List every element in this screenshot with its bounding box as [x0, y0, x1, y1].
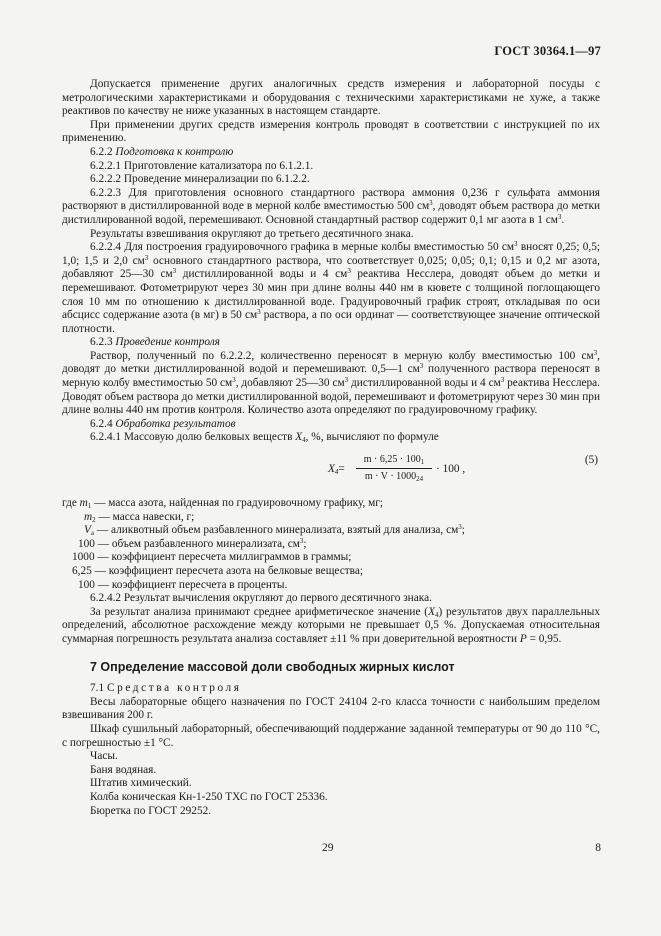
legend-item: 1000 — коэффициент пересчета миллиграммов в граммы; [72, 551, 352, 564]
clause: 6.2.2.4 Для построения градуировочного графика в мерные колбы вместимостью 50 $см^3$ вносят 0,25; 0,5; 1,0; 1,5 и 2,0 $см^3$ основного стандартного раствора, что соответствует 0,025; 0,05; 0,1; 0,15 и 0,2 мг азота, добавляют 25—30 $см^3$ дистиллированной воды и 4 $см^3$ реактива Несслера, доводят объем до метки и перемешивают. Фотометрируют через 30 мин при длине волны 440 нм в кювете с толщиной поглощающего слоя 10 мм по отношению к дистиллированной воде. Градуировочный график строят, откладывая по оси абсцисс содержание азота (в мг) в 50 $см^3$ раствора, а по оси ординат — соответствующее значение оптической плотности. [62, 240, 600, 335]
formula-fraction [356, 453, 432, 483]
equipment-item: Штатив химический. [90, 777, 192, 790]
equipment-item: Баня водяная. [90, 763, 157, 776]
legend-item: где $m_1$ — масса азота, найденная по градуировочному графику, мг; [62, 497, 384, 511]
equipment-item: Весы лабораторные общего назначения по ГОСТ 24104 2-го класса точности с наибольшим пределом взвешивания 200 г. [62, 695, 600, 722]
paragraph: При применении других средств измерения контроль проводят в соответствии с инструкцией по их применению. [62, 118, 600, 145]
formula-legend [62, 497, 600, 592]
formula-denominator: $m \cdot V \cdot 1000_{24}$ [364, 470, 424, 483]
sheet-number: 8 [595, 842, 601, 854]
clause: 6.2.4.1 Массовую долю белковых веществ $X_4$, %, вычисляют по формуле [90, 431, 439, 445]
subsection-heading: 6.2.4 Обработка результатов [90, 417, 236, 430]
legend-item: $V_а$ — аликвотный объем разбавленного минерализата, взятый для анализа, $см^3$; [84, 523, 465, 538]
subsection-heading: 7.1 Средства контроля [90, 682, 242, 695]
document-body [62, 78, 600, 818]
paragraph: Результаты взвешивания округляют до третьего десятичного знака. [90, 227, 414, 240]
clause: 6.2.2.3 Для приготовления основного стандартного раствора аммония 0,236 г сульфата аммония растворяют в дистиллированной воде в мерной колбе вместимостью 500 $см^3$, доводят объем раствора до метки дистиллированной водой, перемешивают. Основной стандартный раствор содержит 0,1 мг азота в 1 $см^3$. [62, 186, 600, 226]
page-number: 29 [322, 842, 334, 854]
legend-item: $m_2$ — масса навески, г; [84, 510, 195, 524]
subsection-heading: 6.2.3 Проведение контроля [90, 336, 220, 349]
formula-lhs: $X_4=$ [328, 463, 345, 477]
paragraph: Раствор, полученный по 6.2.2.2, количественно переносят в мерную колбу вместимостью 100 $см^3$, доводят до метки дистиллированной водой и перемешивают. 0,5—1 $см^3$ полученного раствора переносят в мерную колбу вместимостью 50 $см^3$, добавляют 25—30 $см^3$ дистиллированной воды и 4 $см^3$ реактива Несслера. Доводят объем раствора до метки дистиллированной водой, перемешивают и фотометрируют через 30 мин при длине волны 440 нм против контроля. Количество азота определяют по градуировочному графику. [62, 348, 600, 417]
equipment-item: Колба коническая Кн-1-250 ТХС по ГОСТ 25336. [90, 790, 328, 803]
paragraph: За результат анализа принимают среднее арифметическое значение $(X_4)$ результатов двух параллельных определений, абсолютное расхождение между которыми не превышает 0,5 %. Допускаемая относительная суммарная погрешность результата анализа составляет ±11 % при доверительной вероятности P = 0,95. [62, 605, 600, 645]
legend-item: 100 — коэффициент пересчета в проценты. [78, 578, 288, 591]
equipment-item: Шкаф сушильный лабораторный, обеспечивающий поддержание заданной температуры от 90 до 110 °С, с погрешностью ±1 °С. [62, 722, 600, 749]
document-id-header: ГОСТ 30364.1—97 [494, 44, 601, 58]
paragraph: Допускается применение других аналогичных средств измерения и лабораторной посуды с метрологическими характеристиками и оборудования с техническими характеристиками не хуже, а также реактивов по качеству не ниже указанных в настоящем стандарте. [62, 78, 600, 118]
equipment-item: Часы. [90, 750, 118, 763]
formula-numerator: $m \cdot 6,25 \cdot 100_1$ [356, 453, 432, 469]
formula-rhs: · 100 , [436, 463, 466, 476]
formula-5 [62, 451, 600, 491]
clause: 6.2.2.1 Приготовление катализатора по 6.1.2.1. [90, 159, 314, 172]
section-heading: 7 Определение массовой доли свободных жирных кислот [90, 659, 455, 674]
subsection-heading: 6.2.2 Подготовка к контролю [90, 145, 234, 158]
legend-item: 6,25 — коэффициент пересчета азота на белковые вещества; [72, 565, 363, 577]
clause: 6.2.4.2 Результат вычисления округляют до первого десятичного знака. [90, 592, 432, 605]
equipment-item: Бюретка по ГОСТ 29252. [90, 804, 212, 817]
clause: 6.2.2.2 Проведение минерализации по 6.1.2.2. [90, 173, 310, 186]
legend-item: 100 — объем разбавленного минерализата, $см^3$; [78, 536, 307, 550]
formula-number: (5) [584, 454, 598, 467]
